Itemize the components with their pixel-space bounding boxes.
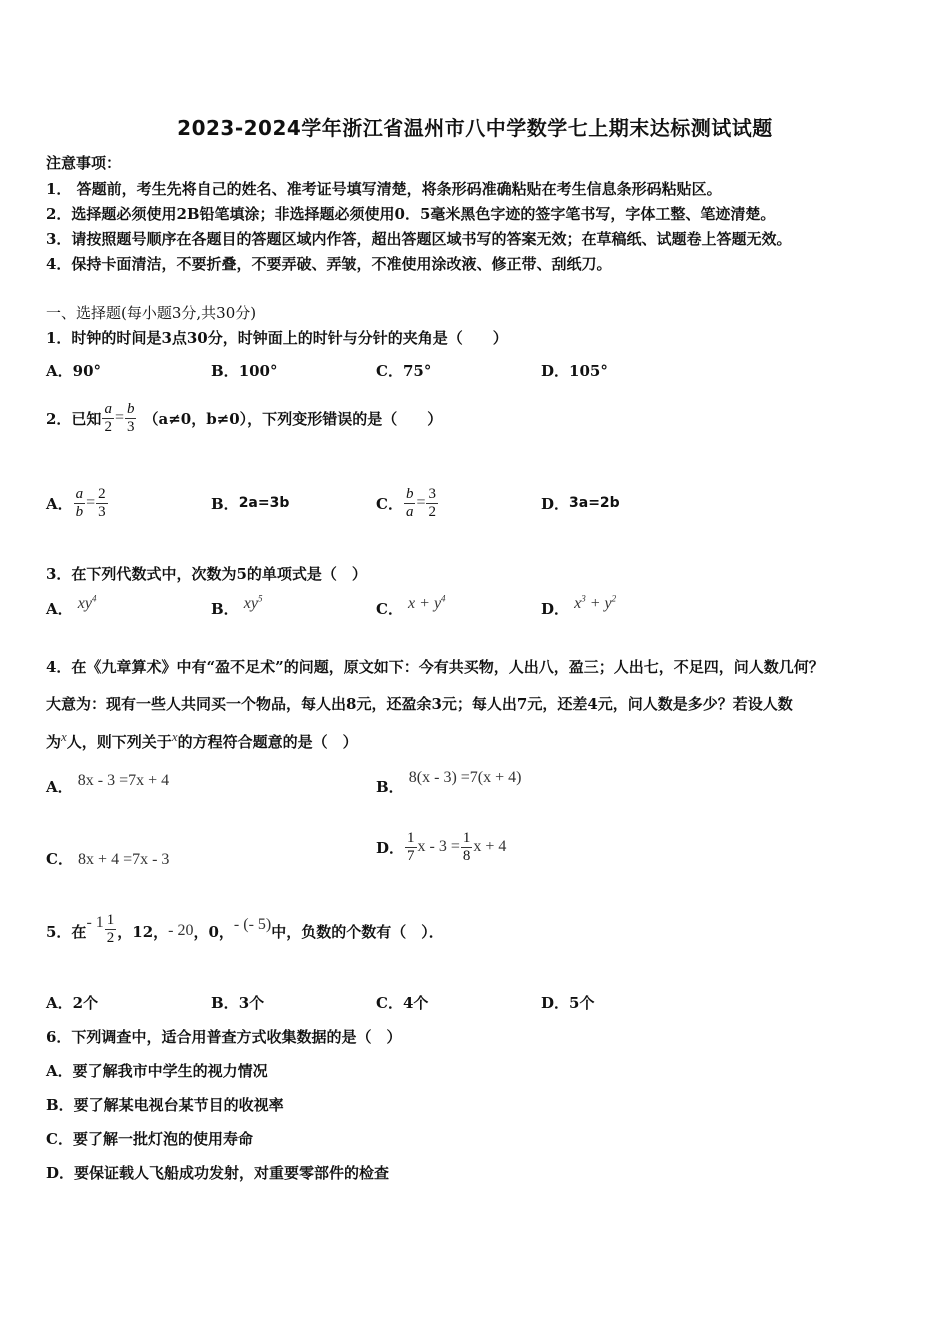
q1-option-d: D．105°	[541, 362, 608, 380]
section-heading: 一、选择题(每小题3分,共30分)	[46, 304, 257, 322]
question-1-stem: 1．时钟的时间是3点30分，时钟面上的时针与分针的夹角是（ ）	[46, 329, 508, 347]
question-2-stem: 2．已知 $\frac{a}{2}$ = $\frac{b}{3}$ （a≠0，b≠0），下列变形错误的是（ ）	[46, 400, 443, 435]
q1-option-b: B．100°	[211, 362, 278, 380]
q2-option-c: C． $\frac{b}{a}$ = $\frac{3}{2}$	[376, 485, 436, 520]
q6-option-c: C．要了解一批灯泡的使用寿命	[46, 1130, 253, 1148]
q1-option-c: C．75°	[376, 362, 432, 380]
q6-option-a: A．要了解我市中学生的视力情况	[46, 1062, 268, 1080]
q2-option-a: A． $\frac{a}{b}$ = $\frac{2}{3}$	[46, 485, 106, 520]
q3-option-b: B． $xy^5$	[211, 593, 263, 618]
q3-option-a: A． $xy^4$	[46, 593, 97, 618]
q1-option-a: A．90°	[46, 362, 102, 380]
question-3-stem: 3．在下列代数式中，次数为5的单项式是（ ）	[46, 565, 367, 583]
fraction: $\frac{a}{2}$	[104, 400, 112, 435]
q6-option-d: D．要保证载人飞船成功发射，对重要零部件的检查	[46, 1164, 390, 1182]
notice-item: 3．请按照题号顺序在各题目的答题区域内作答，超出答题区域书写的答案无效；在草稿纸、试题卷上答题无效。	[46, 230, 792, 248]
notice-item: 2．选择题必须使用2B铅笔填涂；非选择题必须使用0．5毫米黑色字迹的签字笔书写，字体工整、笔迹清楚。	[46, 205, 776, 223]
question-6-stem: 6．下列调查中，适合用普查方式收集数据的是（ ）	[46, 1028, 402, 1046]
q4-option-c: C． 8x + 4 =7x - 3	[46, 850, 170, 868]
question-4-line-2: 大意为：现有一些人共同买一个物品，每人出8元，还盈余3元；每人出7元，还差4元，问人数是多少？若设人数	[46, 695, 793, 713]
question-4-line-1: 4．在《九章算术》中有“盈不足术”的问题，原文如下：今有共买物，人出八，盈三；人出七，不足四，问人数几何？	[46, 658, 824, 676]
page-title: 2023-2024学年浙江省温州市八中学数学七上期末达标测试试题	[177, 116, 773, 140]
q5-option-d: D．5个	[541, 994, 595, 1012]
q3-option-d: D． $x^3 + y^2$	[541, 593, 617, 618]
question-4-line-3: 为x人，则下列关于x的方程符合题意的是（ ）	[46, 729, 358, 751]
q4-option-d: D． $\frac{1}{7}$ x - 3 = $\frac{1}{8}$ x + 4	[376, 829, 507, 864]
q5-option-b: B．3个	[211, 994, 265, 1012]
q5-option-c: C．4个	[376, 994, 429, 1012]
q4-option-a: A． 8x - 3 =7x + 4	[46, 772, 170, 796]
q2-option-b: B． 2a=3b	[211, 494, 290, 513]
question-5-stem: 5．在 - 1 $\frac{1}{2}$ ，12， - 20 ，0， - (- 5) 中，负数的个数有（ ）．	[46, 911, 444, 946]
notice-heading: 注意事项：	[46, 154, 122, 172]
q6-option-b: B．要了解某电视台某节目的收视率	[46, 1096, 284, 1114]
q5-option-a: A．2个	[46, 994, 99, 1012]
notice-item: 4．保持卡面清洁，不要折叠，不要弄破、弄皱，不准使用涂改液、修正带、刮纸刀。	[46, 255, 612, 273]
q2-option-d: D． 3a=2b	[541, 494, 620, 513]
q3-option-c: C． $x + y^4$	[376, 593, 446, 618]
notice-item: 1． 答题前，考生先将自己的姓名、准考证号填写清楚，将条形码准确粘贴在考生信息条形码粘贴区。	[46, 180, 722, 198]
fraction: $\frac{b}{3}$	[126, 400, 135, 435]
q4-option-b: B． 8(x - 3) =7(x + 4)	[376, 769, 522, 796]
